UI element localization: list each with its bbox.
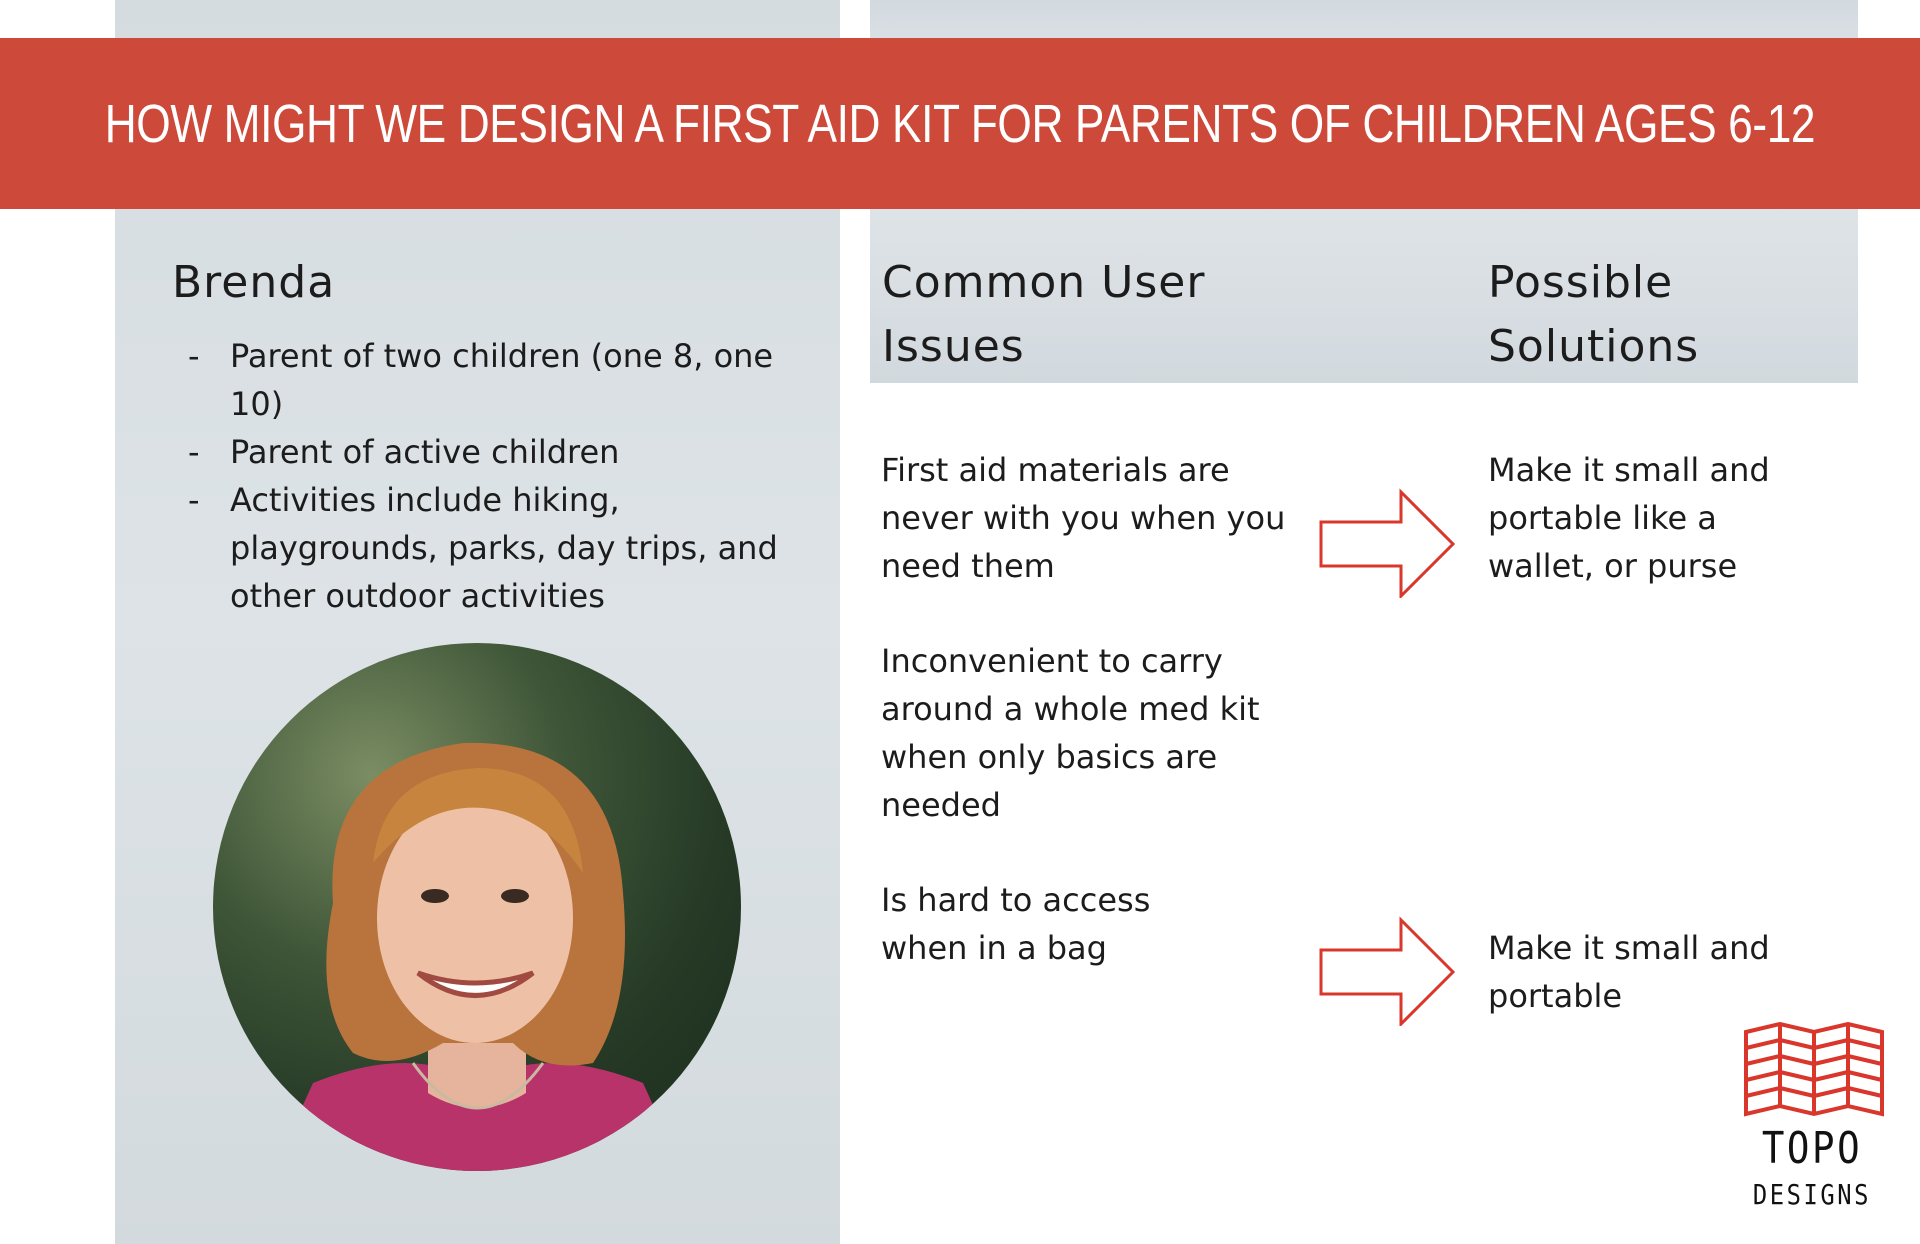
issue-item	[881, 637, 1281, 829]
solution-item	[1488, 446, 1828, 590]
issue-text: Is hard to access when in a bag	[881, 881, 1151, 967]
persona-bullet: - Activities include hiking, playgrounds, parks, day trips, and other outdoor activities	[188, 476, 788, 620]
solutions-heading-text: Possible Solutions	[1488, 257, 1700, 372]
arrow-right-icon	[1319, 488, 1457, 598]
logo-wordmark-top: TOPO	[1761, 1123, 1863, 1174]
issues-heading-text: Common User Issues	[882, 257, 1206, 372]
persona-bullet-list	[188, 332, 788, 620]
persona-photo	[213, 643, 741, 1171]
issue-item	[881, 446, 1301, 590]
solutions-heading	[1488, 251, 1788, 379]
persona-bullet: - Parent of two children (one 8, one 10)	[188, 332, 788, 428]
issues-heading	[882, 251, 1262, 379]
issue-text: First aid materials are never with you when you need them	[881, 451, 1286, 585]
persona-bullet: - Parent of active children	[188, 428, 788, 476]
banner-title: HOW MIGHT WE DESIGN A FIRST AID KIT FOR PARENTS OF CHILDREN AGES 6-12	[104, 93, 1816, 154]
solution-item	[1488, 924, 1828, 1020]
arrow-right-icon	[1319, 916, 1457, 1026]
issue-text: Inconvenient to carry around a whole med kit when only basics are needed	[881, 642, 1260, 824]
title-banner	[0, 38, 1920, 209]
logo-wordmark-bottom: DESIGNS	[1752, 1178, 1872, 1211]
persona-name: Brenda	[172, 257, 336, 308]
solution-text: Make it small and portable like a wallet, or purse	[1488, 451, 1770, 585]
issue-item	[881, 876, 1221, 972]
solution-text: Make it small and portable	[1488, 929, 1770, 1015]
